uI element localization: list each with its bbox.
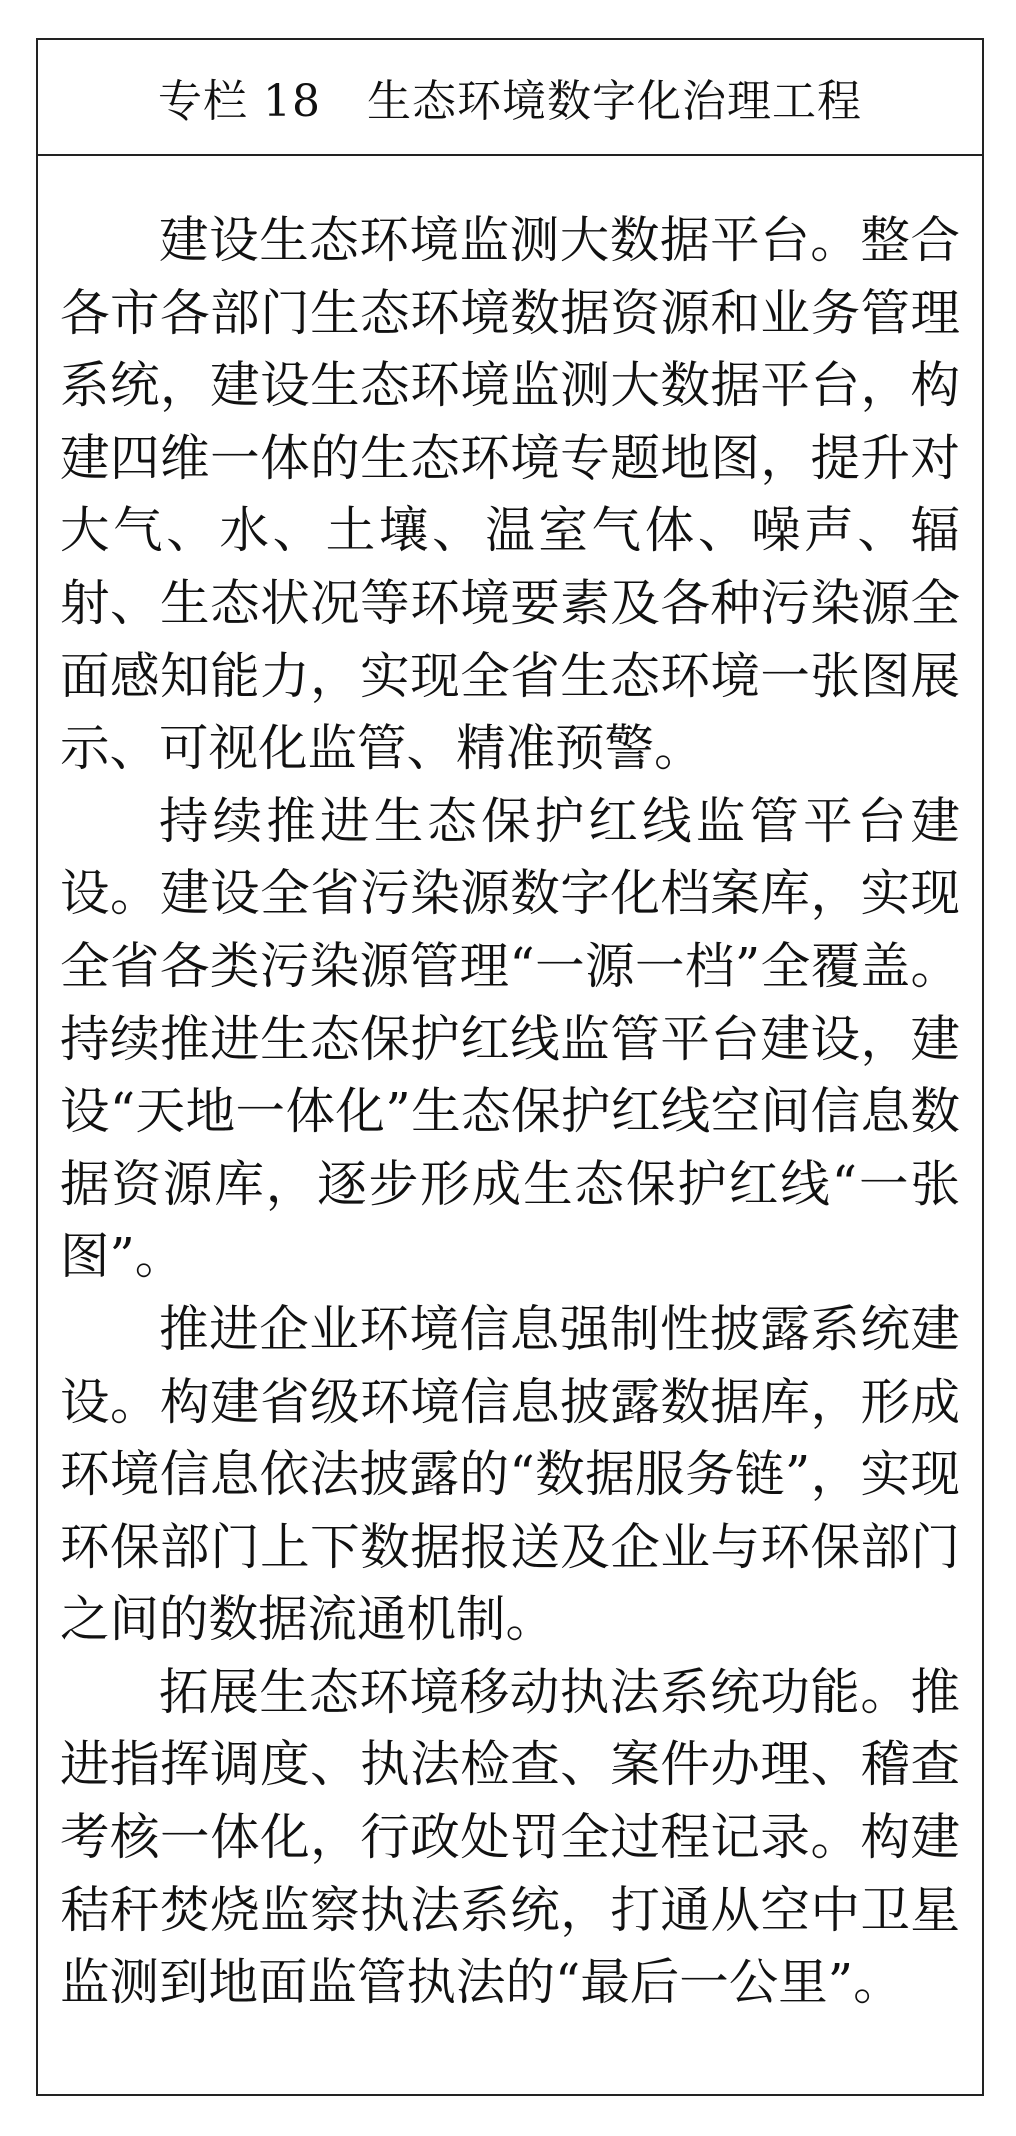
paragraph-mobile-enforcement: 拓展生态环境移动执法系统功能。推进指挥调度、执法检查、案件办理、稽查考核一体化，行政处罚全过程记录。构建秸秆焚烧监察执法系统，打通从空中卫星监测到地面监管执法的“最后一公里”。 [60,1662,960,2012]
column-box [36,38,984,2096]
column-label: 专栏 18 [158,76,321,127]
column-heading [158,65,862,129]
paragraph-redline-platform: 持续推进生态保护红线监管平台建设。建设全省污染源数字化档案库，实现全省各类污染源管理“一源一档”全覆盖。持续推进生态保护红线监管平台建设，建设“天地一体化”生态保护红线空间信息数据资源库，逐步形成生态保护红线“一张图”。 [60,791,960,1286]
paragraph-monitoring-platform: 建设生态环境监测大数据平台。整合各市各部门生态环境数据资源和业务管理系统，建设生态环境监测大数据平台，构建四维一体的生态环境专题地图，提升对大气、水、土壤、温室气体、噪声、辐射、生态状况等环境要素及各种污染源全面感知能力，实现全省生态环境一张图展示、可视化监管、精准预警。 [60,211,960,778]
column-title: 生态环境数字化治理工程 [366,76,862,127]
column-body [38,156,982,2019]
column-header [38,40,982,156]
paragraph-info-disclosure: 推进企业环境信息强制性披露系统建设。构建省级环境信息披露数据库，形成环境信息依法披露的“数据服务链”，实现环保部门上下数据报送及企业与环保部门之间的数据流通机制。 [60,1299,960,1649]
